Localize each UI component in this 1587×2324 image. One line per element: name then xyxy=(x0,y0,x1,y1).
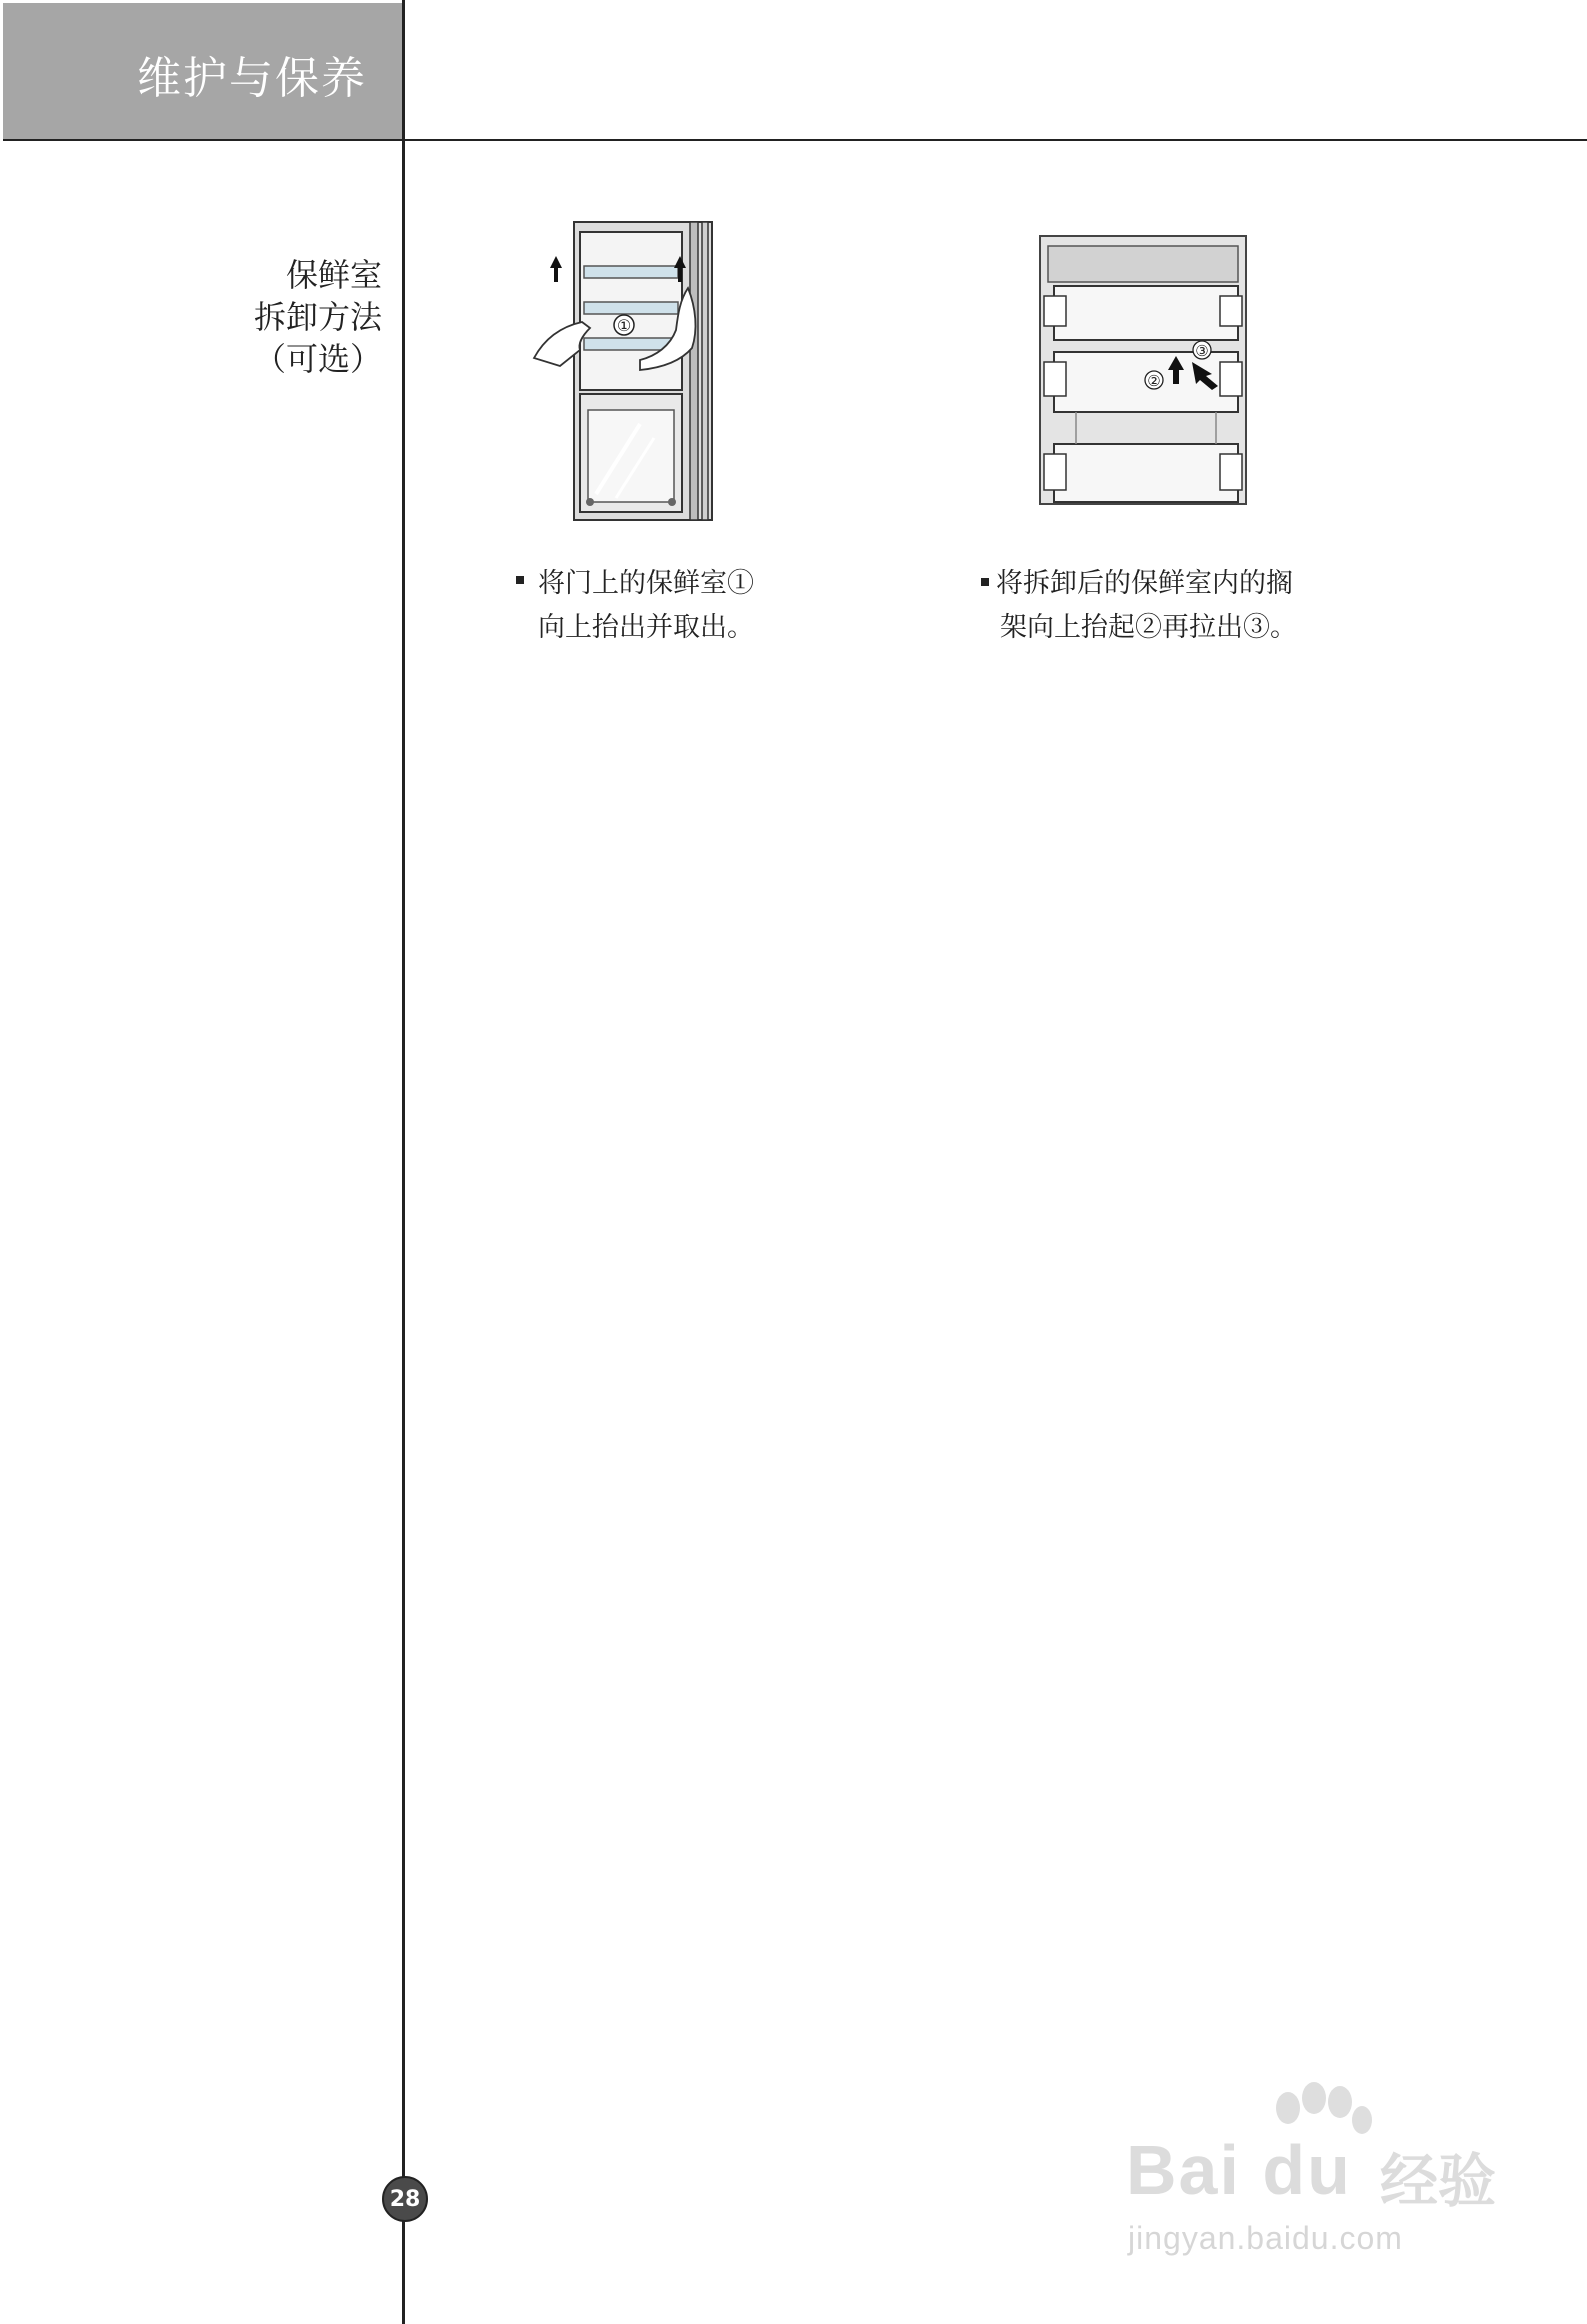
page-title: 维护与保养 xyxy=(137,53,367,104)
caption-line: 将拆卸后的保鲜室内的搁 xyxy=(996,568,1293,599)
margin-rule xyxy=(402,0,405,2324)
caption-door-bin xyxy=(538,562,754,650)
watermark-url: jingyan.baidu.com xyxy=(1128,2220,1403,2256)
section-title-line: 拆卸方法 xyxy=(253,298,382,336)
page-number: 28 xyxy=(382,2176,428,2222)
caption-line: 将门上的保鲜室① xyxy=(538,568,754,599)
caption-shelf xyxy=(996,562,1297,650)
door-bin-removal-illustration xyxy=(520,218,736,524)
watermark-brand: Bai du xyxy=(1126,2131,1352,2209)
watermark-brand-cn: 经验 xyxy=(1380,2147,1497,2215)
shelf-removal-illustration xyxy=(1036,232,1250,510)
section-title-line: 保鲜室 xyxy=(285,256,382,294)
watermark xyxy=(1118,2080,1518,2260)
callout-3: ③ xyxy=(1195,342,1209,360)
section-title-line: （可选） xyxy=(253,340,382,378)
caption-line: 架向上抬起②再拉出③。 xyxy=(1000,612,1297,643)
header-rule xyxy=(3,139,1587,141)
bullet-marker xyxy=(981,578,989,586)
bullet-marker xyxy=(516,576,524,584)
header-banner xyxy=(3,3,403,139)
callout-2: ② xyxy=(1147,372,1161,390)
caption-line: 向上抬出并取出。 xyxy=(538,612,754,643)
callout-1: ① xyxy=(616,316,632,335)
section-title xyxy=(254,254,382,380)
